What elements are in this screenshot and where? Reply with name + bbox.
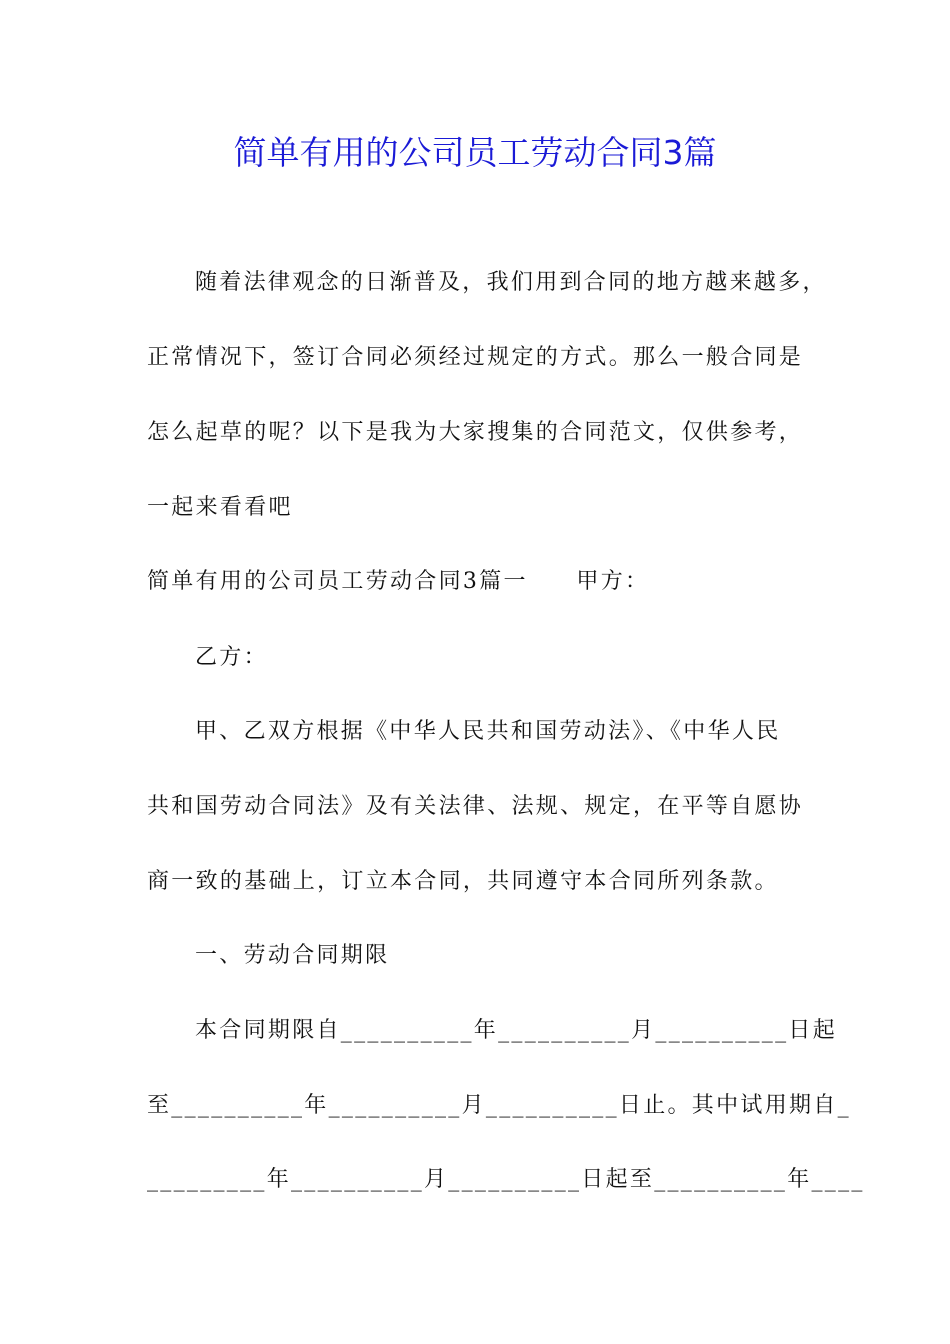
- paragraph-line: 至__________年__________月__________日止。其中试用期自_: [147, 1093, 851, 1118]
- paragraph-line: 一起来看看吧: [147, 495, 293, 520]
- paragraph-line: 随着法律观念的日渐普及，我们用到合同的地方越来越多，: [195, 270, 827, 295]
- paragraph-line: 商一致的基础上，订立本合同，共同遵守本合同所列条款。: [147, 869, 779, 894]
- paragraph-line: _________年__________月__________日起至__________年____: [147, 1167, 865, 1192]
- section-heading: 简单有用的公司员工劳动合同3篇一 甲方：: [147, 569, 650, 594]
- clause-heading: 一、劳动合同期限: [195, 943, 390, 968]
- document-title: 简单有用的公司员工劳动合同3篇: [233, 133, 717, 172]
- paragraph-line: 正常情况下，签订合同必须经过规定的方式。那么一般合同是: [147, 345, 804, 370]
- paragraph-line: 甲、乙双方根据《中华人民共和国劳动法》、《中华人民: [195, 719, 781, 744]
- paragraph-line: 共和国劳动合同法》及有关法律、法规、规定，在平等自愿协: [147, 794, 804, 819]
- paragraph-line: 本合同期限自__________年__________月__________日起: [195, 1018, 838, 1043]
- party-b-label: 乙方：: [195, 645, 268, 670]
- paragraph-line: 怎么起草的呢？以下是我为大家搜集的合同范文，仅供参考，: [147, 420, 804, 445]
